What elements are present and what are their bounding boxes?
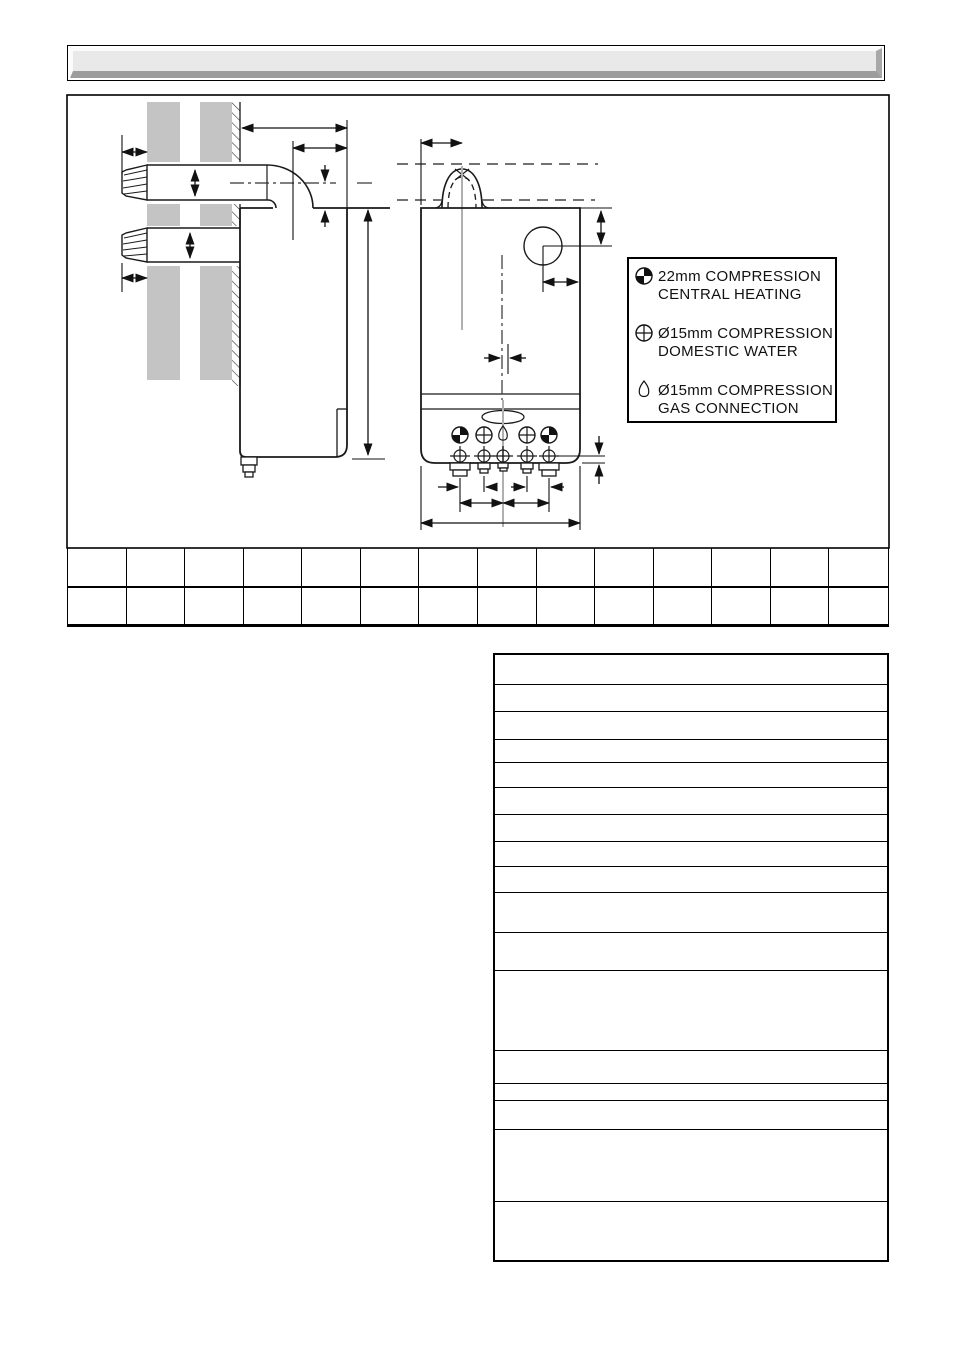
table-cell [537, 588, 596, 627]
table-row [495, 1202, 887, 1238]
table-cell [68, 588, 127, 627]
table-cell [771, 548, 830, 588]
table-cell [68, 548, 127, 588]
table-row [495, 933, 887, 971]
table-cell [127, 588, 186, 627]
table-row [495, 842, 887, 868]
table-row [495, 815, 887, 842]
table-cell [302, 588, 361, 627]
domestic-water-symbol [476, 427, 492, 443]
table-row [495, 712, 887, 740]
table-row [495, 740, 887, 764]
table-cell [361, 588, 420, 627]
flue-terminal-lower [122, 228, 147, 262]
dimensions-table [67, 548, 889, 627]
legend-line: Ø15mm COMPRESSION [658, 382, 834, 399]
table-cell [829, 548, 888, 588]
table-cell [654, 548, 713, 588]
table-cell [419, 588, 478, 627]
table-row [495, 1051, 887, 1084]
legend-line: DOMESTIC WATER [658, 343, 799, 360]
table-cell [302, 548, 361, 588]
table-row [495, 763, 887, 788]
flue-terminal-upper [122, 165, 147, 200]
legend-item-central-heating [636, 268, 821, 303]
table-cell [595, 588, 654, 627]
specifications-table [493, 653, 889, 1262]
table-cell [712, 548, 771, 588]
table-row [495, 788, 887, 816]
central-heating-symbol [452, 427, 468, 443]
domestic-water-symbol-2 [519, 427, 535, 443]
table-cell [127, 548, 186, 588]
table-cell [244, 548, 303, 588]
table-row [495, 1101, 887, 1130]
table-cell [244, 588, 303, 627]
legend-line: GAS CONNECTION [658, 400, 799, 417]
table-cell [478, 588, 537, 627]
legend-box [628, 258, 836, 422]
table-cell [829, 588, 888, 627]
legend-line: CENTRAL HEATING [658, 286, 802, 303]
table-cell [712, 588, 771, 627]
legend-line: Ø15mm COMPRESSION [658, 325, 834, 342]
table-row [495, 893, 887, 934]
domestic-water-icon [636, 325, 652, 341]
table-cell [771, 588, 830, 627]
table-cell [419, 548, 478, 588]
legend-line: 22mm COMPRESSION [658, 268, 822, 285]
table-row [495, 867, 887, 893]
table-row [495, 1084, 887, 1102]
table-cell [654, 588, 713, 627]
table-cell [185, 588, 244, 627]
table-cell [537, 548, 596, 588]
central-heating-icon [636, 268, 652, 284]
table-row [495, 1130, 887, 1203]
table-cell [478, 548, 537, 588]
table-row [495, 685, 887, 713]
table-cell [595, 548, 654, 588]
central-heating-symbol-2 [541, 427, 557, 443]
table-row [495, 971, 887, 1052]
table-row [495, 655, 887, 685]
table-cell [361, 548, 420, 588]
table-cell [185, 548, 244, 588]
